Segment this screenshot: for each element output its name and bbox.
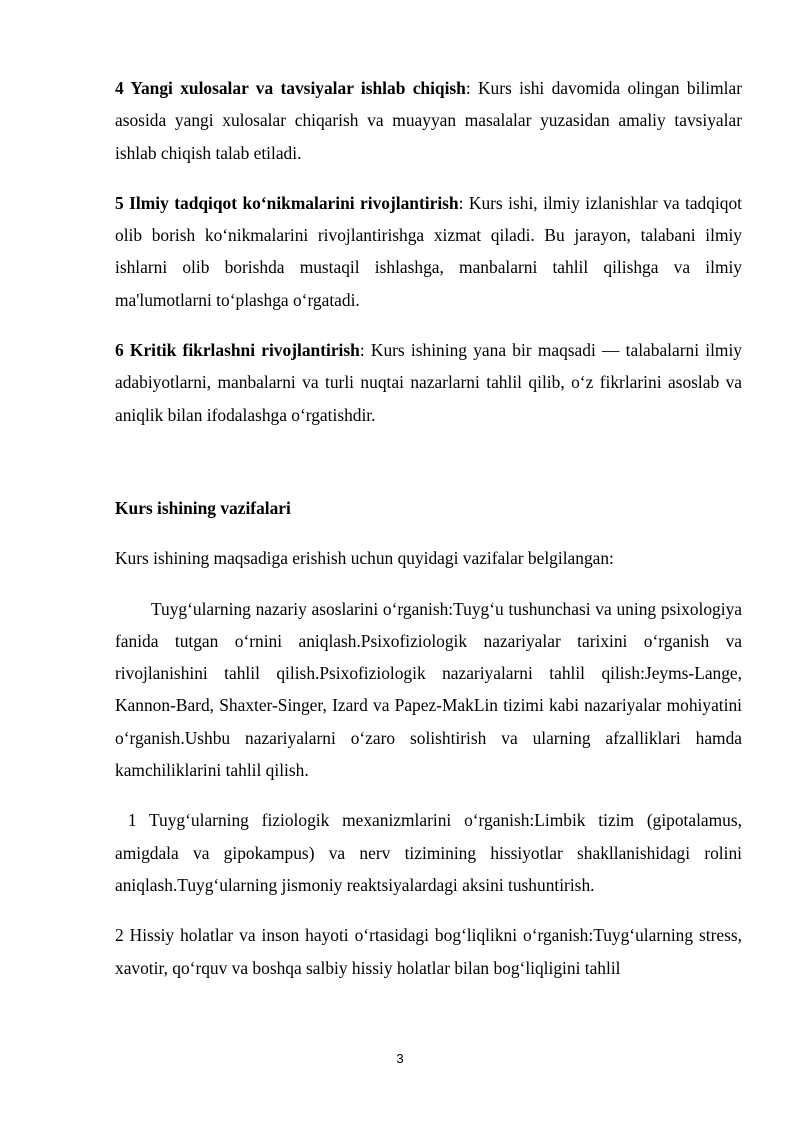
paragraph-5-text: : Kurs ishi, ilmiy izlanishlar va tadqiqot olib borish ko‘nikmalarini rivojlantirishga xizmat qiladi. Bu jarayon, talabani ilmiy ishlarni olib borishda mustaqil ishlashga, manbalarni tahlil qilishga va ilmiy ma'lumotlarni to‘plashga o‘rgatadi. — [115, 192, 742, 310]
paragraph-6-text: : Kurs ishining yana bir maqsadi — talabalarni ilmiy adabiyotlarni, manbalarni va turli nuqtai nazarlarni tahlil qilib, o‘z fikrlarini asoslab va aniqlik bilan ifodalashga o‘rgatishdir. — [115, 340, 742, 425]
paragraph-4 — [115, 72, 742, 169]
task-1-paragraph: 1 Tuyg‘ularning fiziologik mexanizmlarini o‘rganish:Limbik tizim (gipotalamus, amigdala va gipokampus) va nerv tizimining hissiyotlar shakllanishidagi rolini aniqlash.Tuyg‘ularning jismoniy reaktsiyalardagi aksini tushuntirish. — [115, 810, 747, 895]
paragraph-4-text: : Kurs ishi davomida olingan bilimlar asosida yangi xulosalar chiqarish va muayyan masalalar yuzasidan amaliy tavsiyalar ishlab chiqish talab etiladi. — [115, 78, 742, 163]
page-number: 3 — [396, 1051, 404, 1066]
paragraph-6 — [115, 334, 742, 431]
paragraph-5 — [115, 187, 742, 316]
page-body — [115, 72, 747, 984]
task-theory-paragraph: Tuyg‘ularning nazariy asoslarini o‘rganish:Tuyg‘u tushunchasi va uning psixologiya fanida tutgan o‘rnini aniqlash.Psixofiziologik nazariyalar tarixini o‘rganish va rivojlanishini tahlil qilish.Psixofiziologik nazariyalarni tahlil qilish:Jeyms-Lange, Kannon-Bard, Shaxter-Singer, Izard va Papez-MakLin tizimi kabi nazariyalar mohiyatini o‘rganish.Ushbu nazariyalarni o‘zaro solishtirish va ularning afzalliklari hamda kamchiliklarini tahlil qilish. — [115, 598, 742, 781]
paragraph-5-title: 5 Ilmiy tadqiqot ko‘nikmalarini rivojlantirish — [115, 192, 459, 213]
paragraph-4-title: 4 Yangi xulosalar va tavsiyalar ishlab chiqish — [115, 78, 466, 98]
paragraph-6-title: 6 Kritik fikrlashni rivojlantirish — [115, 340, 360, 361]
section-heading: Kurs ishining vazifalari — [115, 497, 291, 518]
intro-paragraph: Kurs ishining maqsadiga erishish uchun quyidagi vazifalar belgilangan: — [115, 548, 614, 569]
task-2-paragraph: 2 Hissiy holatlar va inson hayoti o‘rtasidagi bog‘liqlikni o‘rganish:Tuyg‘ularning stress, xavotir, qo‘rquv va boshqa salbiy hissiy holatlar bilan bog‘liqligini tahlil — [115, 925, 742, 978]
